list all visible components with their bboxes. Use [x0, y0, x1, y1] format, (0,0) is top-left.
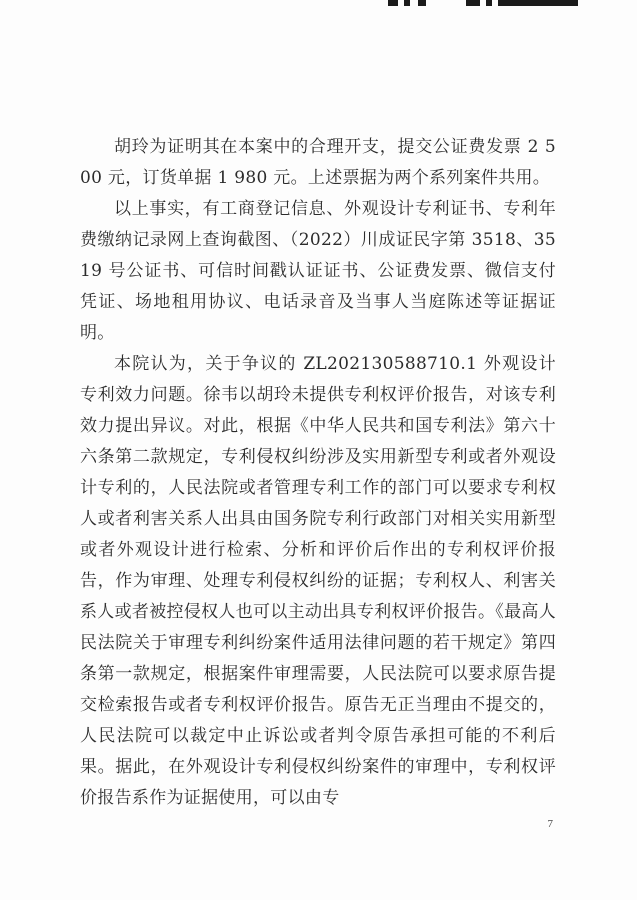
- paragraph-court-opinion: 本院认为，关于争议的 ZL202130588710.1 外观设计专利效力问题。徐韦以胡玲未提供专利权评价报告，对该专利效力提出异议。对此，根据《中华人民共和国专利法》第六十六条第二款规定，专利侵权纠纷涉及实用新型专利或者外观设计专利的，人民法院或者管理专利工作的部门可以要求专利权人或者利害关系人出具由国务院专利行政部门对相关实用新型或者外观设计进行检索、分析和评价后作出的专利权评价报告，作为审理、处理专利侵权纠纷的证据；专利权人、利害关系人或者被控侵权人也可以主动出具专利权评价报告。《最高人民法院关于审理专利纠纷案件适用法律问题的若干规定》第四条第一款规定，根据案件审理需要，人民法院可以要求原告提交检索报告或者专利权评价报告。原告无正当理由不提交的，人民法院可以裁定中止诉讼或者判令原告承担可能的不利后果。据此，在外观设计专利侵权纠纷案件的审理中，专利权评价报告系作为证据使用，可以由专: [80, 354, 556, 808]
- page-number: 7: [547, 818, 553, 830]
- paragraph-evidence: 以上事实，有工商登记信息、外观设计专利证书、专利年费缴纳记录网上查询截图、（2022）川成证民字第 3518、3519 号公证书、可信时间戳认证证书、公证费发票、微信支付凭证、场地租用协议、电话录音及当事人当庭陈述等证据证明。: [80, 199, 556, 343]
- paragraph-expenses: 胡玲为证明其在本案中的合理开支，提交公证费发票 2 500 元，订货单据 1 980 元。上述票据为两个系列案件共用。: [80, 137, 556, 188]
- document-body: [80, 132, 556, 814]
- scan-edge-marks: [0, 0, 637, 10]
